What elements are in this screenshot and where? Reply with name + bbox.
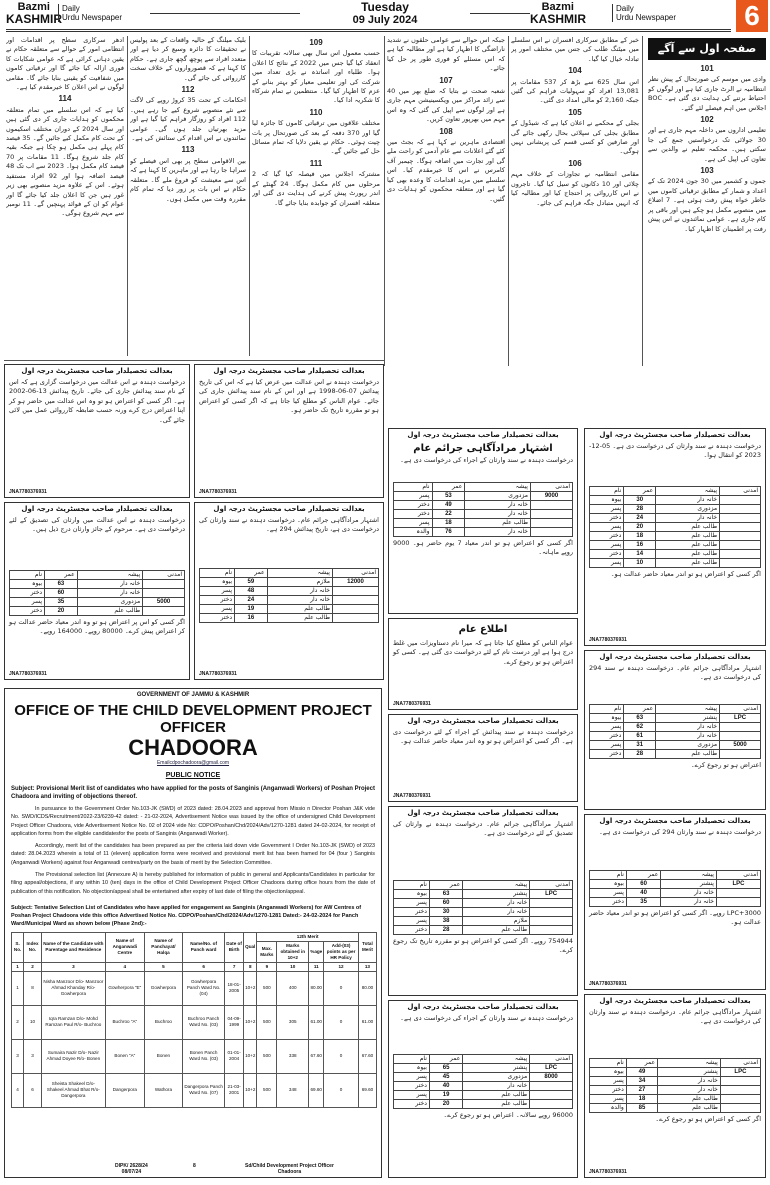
ad-heading: بعدالت تحصیلدار صاحب مجسٹریٹ درجہ اول: [599, 817, 751, 825]
table-row: [12, 971, 377, 1005]
cell: Dangerpora: [105, 1073, 144, 1107]
income-value: LPC: [530, 1064, 573, 1073]
issue-date: [300, 1, 470, 27]
col-header: Marks obtained in 10+2: [277, 941, 309, 962]
cell: 67.60: [358, 1039, 376, 1073]
cell: Gowherpora "E": [105, 971, 144, 1005]
ad-body: اشتہار مرادآگاہی جرائم عام۔ درخواست دہندہ نے وارثان کی تصدیق کے لئے درخواست دی ہے۔: [393, 820, 573, 838]
jna-code: JNA7780376931: [199, 671, 237, 677]
col-header: Max. Marks: [257, 941, 277, 962]
cell: 500: [257, 1039, 277, 1073]
jna-code: JNA7780376931: [393, 701, 431, 707]
issue-day: Tuesday: [361, 0, 409, 14]
cell: Buchroo Panch Ward No. (03): [183, 1005, 225, 1039]
table-row: [12, 1073, 377, 1107]
brand-line2-right: KASHMIR: [530, 12, 586, 26]
notice-para-1: In pursuance to the Government Order No.103-JK (SWD) of 2023 dated: 28.04.2023 and approval from Missio n Director Poshan J&K vide No. SWD/ICDS/Recruitment/2022-23/6239-42 dated: - 21-02-2024, Advertisement Notice was issued by the office of undersigned Child Development Project Officer Chadoora, vide Advertisement Notice No. 02 of 2024 vide No: CDPO/Poshan/Chd/2024/Adv/1270-1281 dated 24-02-2024, for receipt of application forms from the eligible candidatesfor the posts of Sanginis (Anganwadi Worker).: [11, 806, 375, 837]
cell: 0: [324, 1039, 359, 1073]
jna-code: JNA7780376931: [589, 981, 627, 987]
cell: 338: [277, 1039, 309, 1073]
ad-body: 754944 روپے۔ اگر کسی کو اعتراض ہو تو مقررہ تاریخ تک رجوع کرے۔: [393, 937, 573, 955]
item-number: 105: [568, 107, 582, 117]
ad-body: درخواست دہندہ نے اس عدالت میں درخواست گزاری ہے کہ اس کے نام سند پیدائش جاری کی جائے۔ تاریخ پیدائش 13-06-2002 ہے۔ اگر کسی کو اعتراض ہو تو وہ اس عدالت میں حاضر ہو کر اپنا اعتراض درج کرے ورنہ حسب ضابطہ کارروائی عمل میں لائی جائے گی۔: [9, 378, 185, 424]
ad-body: درخواست دہندہ نے سند وارثان 294 کی درخواست دی ہے۔: [598, 828, 761, 836]
notice-government: GOVERNMENT OF JAMMU & KASHMIR: [136, 692, 250, 698]
ad-body: 96000 روپے سالانہ۔ اعتراض ہو تو رجوع کرے۔: [443, 1111, 573, 1119]
cell: 80.00: [309, 971, 324, 1005]
ad-body: اعتراض ہو تو رجوع کرے۔: [690, 761, 761, 769]
heirs-table: آمدنی پیشہ عمر نام LPC پنشنر 63 بیوہ خانہ دار 60 پسر خانہ دار 30 دختر ملازم 38 پسر طالب علم 28 دختر: [393, 880, 573, 935]
income-value: LPC: [720, 1068, 760, 1077]
cell: Wathora: [144, 1073, 182, 1107]
col-header: Name of Anganwadi Centre: [105, 932, 144, 962]
cell: Gowherpora Panch Ward No. (04): [183, 971, 225, 1005]
brand-line1-right: Bazmi: [541, 1, 574, 13]
ad-heading: بعدالت تحصیلدار صاحب مجسٹریٹ درجہ اول: [407, 1003, 559, 1011]
ad-body: اشتہار مرادآگاہی جرائم عام۔ درخواست دہندہ نے سند وارثان کی درخواست دی ہے۔: [589, 1008, 761, 1026]
brand-sub-right: [612, 4, 676, 22]
cell: 6: [24, 1073, 42, 1107]
cell: 80.00: [358, 971, 376, 1005]
page-number: 6: [736, 0, 768, 32]
cell: 500: [257, 1073, 277, 1107]
cell: 8: [24, 971, 42, 1005]
jna-code: JNA7780376931: [589, 637, 627, 643]
jna-code: JNA7780376931: [9, 671, 47, 677]
cell: 305: [277, 1005, 309, 1039]
item-number: 111: [309, 158, 323, 168]
notice-ad-13: [584, 994, 766, 1178]
table-row: [12, 1005, 377, 1039]
item-number: 108: [439, 126, 453, 136]
income-value: LPC: [530, 890, 573, 899]
ad-body: درخواست دہندہ نے اس عدالت میں وارثان کی تصدیق کے لئے درخواست دی ہے۔ مرحوم کے جائز وارثان درج ذیل ہیں۔: [9, 516, 185, 534]
ad-heading: بعدالت تحصیلدار صاحب مجسٹریٹ درجہ اول: [599, 653, 751, 661]
ad-body: درخواست دہندہ نے سند وارثان کے اجراء کی درخواست دی ہے۔: [400, 456, 573, 464]
cell: 01-01-2004: [225, 1039, 244, 1073]
notice-office: OFFICE OF THE CHILD DEVELOPMENT PROJECT OFFICER: [14, 702, 372, 736]
news-column-5: خبر کے مطابق سرکاری افسران نے اس سلسلے میں میٹنگ طلب کی جس میں مختلف امور پر تبادلہ خیال کیا گیا۔ 104 اس سال 625 سے بڑھ کر 537 مقامات پر 13,081 افراد کو سہولیات فراہم کی گئیں جبکہ 2,160 کو مالی امداد دی گئی۔ 105 بجلی کے محکمے نے اعلان کیا ہے کہ شیڈول کے مطابق بجلی کی سپلائی بحال رکھی جائے گی اور صارفین کو کسی قسم کی پریشانی نہیں ہوگی۔ 106 مقامی انتظامیہ نے تجاوزات کے خلاف مہم چلائی اور 10 دکانوں کو سیل کیا گیا۔ تاجروں نے اس کارروائی پر احتجاج کیا اور مطالبہ کیا کہ انہیں متبادل جگہ فراہم کی جائے۔: [511, 36, 639, 207]
cell: 2: [12, 1005, 24, 1039]
heirs-table: آمدنی پیشہ عمر نام 12000 ملازم 59 بیوہ خانہ دار 48 پسر خانہ دار 24 دختر طالب علم 19 پسر طالب علم 16 دختر: [199, 568, 379, 623]
notice-ad-12: [584, 814, 766, 990]
ad-heading: بعدالت تحصیلدار صاحب مجسٹریٹ درجہ اول: [407, 717, 559, 725]
col-header: Name of Panchayat/ Halqa: [144, 932, 182, 962]
col-header: Date of Birth: [225, 932, 244, 962]
cell: 0: [324, 1073, 359, 1107]
notice-para-2: Accordingly, merit list of the candidates has been prepared as per the criteria laid down vide Government I Order No.103-JK (SWD) of 2023 dated: 28.04.2023 wherein a total of 11 (eleven) application forms were received and provisional merit list has been framed for 04 (four ) Sanginis (Anganwadi Workers) against four Anganwadi centres/party on the basis of merit by the Selection Committee.: [11, 843, 375, 866]
income-value: LPC: [716, 880, 760, 889]
masthead: [0, 0, 770, 30]
heirs-table: آمدنی پیشہ عمر نام 9000 مزدوری 53 پسر خانہ دار 49 دختر خانہ دار 22 دختر طالب علم 18 پسر خانہ دار 76 والدہ: [393, 482, 573, 537]
item-number: 109: [309, 38, 323, 47]
ad-headline: اطلاع عام: [458, 624, 508, 635]
ad-body: درخواست دہندہ نے سند وارثان کی درخواست دی ہے۔ 05-12-2023 کو انتقال ہوا۔: [589, 442, 761, 460]
news-column-1: ادھر سرکاری سطح پر اقدامات اور انتظامی امور کے حوالے سے متعلقہ حکام نے یقین دہانی کرائی ہے کہ عوامی شکایات کا فوری ازالہ کیا جائے گا اور ترقیاتی کاموں میں شفافیت کو یقینی بنایا جائے گا۔ مقامی لوگوں نے اس اعلان کا خیرمقدم کیا ہے۔ 114 کیا ہے کہ اس سلسلے میں تمام متعلقہ محکموں کو ہدایات جاری کر دی گئی ہیں اور سال 2024 کے دوران مختلف اسکیموں کے تحت کام مکمل کیے جائیں گے۔ 35 فیصد کام پہلے ہی مکمل ہو چکا ہے جبکہ بقیہ کام جلد شروع ہوگا۔ 11 مقامات پر 70 فیصد کام مکمل ہوا۔ 2023 سے اب تک 48 فیصد اضافہ ہوا اور 92 افراد مستفید ہوئے۔ اس کے علاوہ مزید منصوبے بھی زیر غور ہیں جن کا اعلان جلد کیا جائے گا اور عوام کو ان کے فوائد پہنچیں گے۔ 11 نومبر سے مہم شروع ہوگی۔: [6, 36, 124, 218]
income-value: 5000: [143, 598, 185, 607]
brand-line2: KASHMIR: [6, 12, 62, 26]
section-rule: [4, 360, 384, 361]
cell: 1: [12, 971, 24, 1005]
column-rule: [642, 36, 643, 366]
ad-headline: اشتہار مرادآگاہی جرائم عام: [413, 443, 553, 454]
ad-body: اشتہار مرادآگاہی جرائم عام۔ درخواست دہندہ نے سند 294 کی درخواست دی ہے۔: [589, 664, 761, 682]
income-value: 12000: [332, 578, 378, 587]
cell: 10+2: [244, 1039, 257, 1073]
govt-public-notice: [4, 688, 382, 1178]
notice-ad-7: [388, 714, 578, 802]
cell: 10+2: [244, 971, 257, 1005]
jna-code: JNA7780376931: [199, 489, 237, 495]
item-number: 103: [700, 166, 714, 176]
heirs-table: آمدنی پیشہ عمر نام LPC پنشنر 65 بیوہ 8000 مزدوری 45 پسر خانہ دار 40 دختر طالب علم 19 پسر طالب علم 20 دختر: [393, 1054, 573, 1109]
col-header: S. No.: [12, 932, 24, 962]
cell: 67.60: [309, 1039, 324, 1073]
cell: Bonen Panch Ward No. (03): [183, 1039, 225, 1073]
col-number: 7: [225, 962, 244, 971]
income-value: 5000: [720, 741, 761, 750]
table-row: [12, 1039, 377, 1073]
ad-heading: بعدالت تحصیلدار صاحب مجسٹریٹ درجہ اول: [21, 367, 173, 375]
notice-ad-9: [388, 1000, 578, 1178]
ad-body: اگر کسی کو اعتراض ہو تو اندر معیاد 7 یوم حاضر ہو۔ 9000 روپے ماہانہ۔: [393, 539, 573, 557]
signature-line-2: Chadoora: [277, 1169, 302, 1175]
ad-heading: بعدالت تحصیلدار صاحب مجسٹریٹ درجہ اول: [599, 431, 751, 439]
item-number: 104: [568, 66, 582, 76]
notice-ad-10: [584, 428, 766, 646]
cell: 500: [257, 1005, 277, 1039]
notice-ad-1: [4, 364, 190, 498]
column-rule: [508, 36, 509, 366]
notice-subject-2: Subject: Tentative Selection List of Candidates who have applied for engagement as Sanginis (Anganwadi Workers) for AW Centres of Poshan Project Chadoora vide this office Advertised Notice No. CDPO/Poshan/Chd/2024/Adv/1270-1281 Dated:- 24-02-2024 for Panch Ward/Municipal Ward as shown below (Phase 2nd):-: [11, 904, 362, 927]
notice-ad-4: [194, 502, 384, 680]
issue-date-text: 09 July 2024: [352, 14, 418, 26]
notice-ad-8: [388, 806, 578, 996]
col-number: 5: [144, 962, 182, 971]
news-column-2: بلیک میلنگ کے حالیہ واقعات کے بعد پولیس نے تحقیقات کا دائرہ وسیع کر دیا ہے اور متعدد افراد سے پوچھ گچھ جاری ہے۔ حکام کا کہنا ہے کہ قصورواروں کے خلاف سخت کارروائی کی جائے گی۔ 112 احکامات کے تحت 35 کروڑ روپے کی لاگت سے نئے منصوبے شروع کیے جا رہے ہیں۔ 112 افراد کو روزگار فراہم کیا گیا ہے اور مزید بھرتیاں جلد ہوں گی۔ عوامی نمائندوں نے اس اقدام کی ستائش کی ہے۔ 113 بین الاقوامی سطح پر بھی اس فیصلے کو سراہا جا رہا ہے اور ماہرین کا کہنا ہے کہ اس سے معیشت کو فروغ ملے گا۔ متعلقہ حکام نے اس بات پر زور دیا کہ تمام کام مقررہ وقت میں مکمل ہوں۔: [130, 36, 246, 203]
col-number: 6: [183, 962, 225, 971]
heirs-table: آمدنی پیشہ عمر نام خانہ دار 63 بیوہ خانہ دار 60 دختر 5000 مزدوری 35 پسر طالب علم 20 دختر: [9, 570, 185, 616]
heirs-table: آمدنی پیشہ عمر نام LPC پنشنر 60 بیوہ خانہ دار 40 پسر خانہ دار 35 دختر: [589, 870, 761, 907]
header-rule: [150, 13, 300, 14]
cell: Iqra Ramzan D/o- Mohd Ramzan Paul R/o- Buchroo: [41, 1005, 105, 1039]
sub-line2-right: Urdu Newspaper: [616, 13, 677, 22]
item-number: 107: [439, 75, 453, 85]
notice-ad-6: [388, 618, 578, 710]
heirs-table: آمدنی پیشہ عمر نام خانہ دار 30 بیوہ مزدوری 28 پسر خانہ دار 24 دختر طالب علم 20 پسر طالب علم 18 دختر طالب علم 16 پسر طالب علم 14 دختر طالب علم 10 پسر: [589, 486, 761, 568]
item-number: 101: [700, 64, 714, 73]
ad-body: اگر کسی کو اس پر اعتراض ہو تو وہ اندر معیاد حاضر عدالت ہو کر اعتراض پیش کرے۔ 80000 روپے۔ 164000 روپے۔: [9, 618, 185, 636]
notice-ad-5: [388, 428, 578, 614]
item-number: 112: [181, 85, 195, 95]
notice-para-3: The Provisional selection list (Annexure A) is hereby published for information of public in general and Applicants/Candidates in particular for filing appeal/objections, if any within 10 (ten) days in the office of Child Development Project Officer Chadoora during office hours from the date of publication of this notification. No objection/appeal shall be entertained after expiry of last date of filing the objection/appeal.: [11, 872, 375, 895]
sub-line1: Daily: [62, 4, 80, 13]
cell: Sheista Shakeel D/o- Shakeel Ahmad Bhat R/o- Dangerpora: [41, 1073, 105, 1107]
ad-body: درخواست دہندہ نے اس عدالت میں عرض کیا ہے کہ اس کی تاریخ پیدائش 07-06-1998 ہے اور اس کے نام سند پیدائش جاری کی جائے۔ عوام الناس کو مطلع کیا جاتا ہے کہ اگر کسی کو اعتراض ہو تو مقررہ تاریخ تک حاضر ہو۔: [199, 378, 379, 415]
col-header: Add-(03) points as per HR Policy: [324, 941, 359, 962]
header-double-rule: [6, 29, 731, 32]
sub-line2: Urdu Newspaper: [62, 13, 123, 22]
dipk-number: DIPK/ 2628/24: [115, 1163, 148, 1169]
col-number: 3: [41, 962, 105, 971]
dipk-block: [115, 1163, 148, 1175]
signature-block: [245, 1163, 334, 1175]
cell: Bonen: [144, 1039, 182, 1073]
col-header: Index No.: [24, 932, 42, 962]
notice-ad-11: [584, 650, 766, 810]
col-number: 4: [105, 962, 144, 971]
column-rule: [249, 36, 250, 356]
income-value: LPC: [720, 714, 761, 723]
column-rule: [384, 36, 385, 366]
cell: 3: [24, 1039, 42, 1073]
col-number: 9: [257, 962, 277, 971]
page-mark: 8: [193, 1163, 196, 1169]
col-header: %age: [309, 941, 324, 962]
ad-body: درخواست دہندہ نے سند پیدائش کے اجراء کے لئے درخواست دی ہے۔ اگر کسی کو اعتراض ہو تو وہ اندر معیاد حاضر عدالت ہو۔: [393, 728, 573, 746]
ad-heading: بعدالت تحصیلدار صاحب مجسٹریٹ درجہ اول: [213, 505, 365, 513]
ad-heading: بعدالت تحصیلدار صاحب مجسٹریٹ درجہ اول: [213, 367, 365, 375]
col-number: 10: [277, 962, 309, 971]
cell: 04-09-1999: [225, 1005, 244, 1039]
heirs-table: آمدنی پیشہ عمر نام LPC پنشنر 49 بیوہ خانہ دار 34 پسر خانہ دار 27 دختر طالب علم 18 پسر طالب علم 85 والدہ: [589, 1058, 761, 1113]
signature-line-1: Sd/Child Development Project Officer: [245, 1163, 334, 1169]
news-column-4: جبکہ اس حوالے سے عوامی حلقوں نے شدید ناراضگی کا اظہار کیا ہے اور مطالبہ کیا ہے کہ اس مسئلے کو فوری طور پر حل کیا جائے۔ 107 شعبہ صحت نے بتایا کہ ضلع بھر میں 40 سے زائد مراکز میں ویکسینیشن مہم جاری ہے اور لوگوں سے اپیل کی گئی کہ وہ اس مہم میں بھرپور تعاون کریں۔ 108 اقتصادی ماہرین نے کہا ہے کہ بجٹ میں کئے گئے اعلانات سے عام آدمی کو راحت ملے گی اور تجارت میں اضافہ ہوگا۔ چیمبر آف کامرس نے اس کا خیرمقدم کیا۔ اس سلسلے میں مزید اقدامات کا وعدہ بھی کیا گیا ہے اور متعلقہ محکموں کو ہدایات دی گئیں۔: [387, 36, 505, 203]
col-header: Name/No. of Panch ward: [183, 932, 225, 962]
col-number: 11: [309, 962, 324, 971]
ad-heading: بعدالت تحصیلدار صاحب مجسٹریٹ درجہ اول: [407, 809, 559, 817]
brand-right: [530, 2, 586, 25]
cell: 348: [277, 1073, 309, 1107]
column-rule: [127, 36, 128, 356]
cell: 21-03-2001: [225, 1073, 244, 1107]
ad-body: اگر کسی کو اعتراض ہو تو اندر معیاد حاضر عدالت ہو۔: [610, 570, 761, 578]
cell: 61.00: [309, 1005, 324, 1039]
ad-body: LPC+3000 روپے۔ اگر کسی کو اعتراض ہو تو اندر معیاد حاضر عدالت ہو۔: [589, 909, 761, 927]
notice-subject: Subject: Provisional Merit list of candidates who have applied for the posts of Sanginis (Anganwadi Workers) of Poshan Project Chadoora and inviting of objections thereof.: [11, 786, 375, 800]
col-header: Name of the Candidate with Parentage and Residence: [41, 932, 105, 962]
cell: 400: [277, 971, 309, 1005]
cell: 3: [12, 1039, 24, 1073]
col-number: 8: [244, 962, 257, 971]
dipk-date: 08/07/24: [121, 1169, 142, 1175]
cell: 10+2: [244, 1005, 257, 1039]
col-group-header: 12th Merit: [257, 932, 358, 941]
col-number: 2: [24, 962, 42, 971]
item-number: 113: [181, 145, 195, 155]
col-number: 13: [358, 962, 376, 971]
item-number: 110: [309, 107, 323, 117]
cell: Bonen "A": [105, 1039, 144, 1073]
sub-line1-right: Daily: [616, 4, 634, 13]
item-number: 114: [58, 94, 72, 104]
cell: 500: [257, 971, 277, 1005]
ad-body: عوام الناس کو مطلع کیا جاتا ہے کہ میرا نام دستاویزات میں غلط درج ہوا ہے اور درست نام کے لئے درخواست دی گئی ہے۔ کسی کو اعتراض ہو تو رجوع کرے۔: [393, 639, 573, 666]
continuation-title: صفحہ اول سے آگے: [648, 38, 766, 60]
cell: 10+2: [244, 1073, 257, 1107]
cell: 69.60: [309, 1073, 324, 1107]
jna-code: JNA7780376931: [9, 489, 47, 495]
jna-code: JNA7780376931: [589, 1169, 627, 1175]
cell: 0: [324, 1005, 359, 1039]
ad-heading: بعدالت تحصیلدار صاحب مجسٹریٹ درجہ اول: [599, 997, 751, 1005]
cell: Sumaira Nazir D/o- Nazir Ahmad Doyee R/o- Bonen: [41, 1039, 105, 1073]
header-rule: [470, 13, 530, 14]
cell: Dangerpora Panch Ward No. (07): [183, 1073, 225, 1107]
cell: Nisha Manzoor D/o- Manzoor Ahmad Khanday R/o- Gowherpora: [41, 971, 105, 1005]
cell: 61.00: [358, 1005, 376, 1039]
ad-body: اگر کسی کو اعتراض ہو تو رجوع کرے۔: [655, 1115, 761, 1123]
notice-place: CHADOORA: [128, 735, 258, 760]
brand-line1: Bazmi: [17, 1, 50, 13]
heirs-table: آمدنی پیشہ عمر نام LPC پنشنر 63 بیوہ خانہ دار 62 پسر خانہ دار 61 دختر 5000 مزدوری 31 پسر طالب علم 28 دختر: [589, 704, 761, 759]
income-value: 9000: [530, 492, 572, 501]
cell: Buchroo: [144, 1005, 182, 1039]
cell: Gowherpora: [144, 971, 182, 1005]
notice-ad-2: [194, 364, 384, 498]
cell: 18-01-2005: [225, 971, 244, 1005]
ad-heading: بعدالت تحصیلدار صاحب مجسٹریٹ درجہ اول: [407, 431, 559, 439]
ad-heading: بعدالت تحصیلدار صاحب مجسٹریٹ درجہ اول: [21, 505, 173, 513]
notice-ad-3: [4, 502, 190, 680]
col-header: Qual: [244, 932, 257, 962]
cell: 0: [324, 971, 359, 1005]
item-number: 106: [568, 158, 582, 168]
cell: 69.60: [358, 1073, 376, 1107]
merit-table: [11, 932, 377, 1108]
col-number: 1: [12, 962, 24, 971]
cell: Buchroo "A": [105, 1005, 144, 1039]
income-value: 8000: [530, 1073, 573, 1082]
notice-title: PUBLIC NOTICE: [165, 772, 221, 779]
cell: 10: [24, 1005, 42, 1039]
brand-left: [6, 2, 62, 25]
cell: 4: [12, 1073, 24, 1107]
ad-body: درخواست دہندہ نے سند وارثان کے اجراء کی درخواست دی ہے۔: [400, 1014, 573, 1022]
col-number: 12: [324, 962, 359, 971]
notice-email[interactable]: Emailcdpochadoora@gmail.com: [156, 760, 230, 766]
brand-sub-left: [58, 4, 122, 22]
item-number: 102: [700, 115, 714, 125]
ad-body: اشتہار مرادآگاہی جرائم عام۔ درخواست دہندہ نے سند وارثان کی درخواست دی ہے، تاریخ پیدائش 294 ہے۔: [199, 516, 379, 534]
news-column-3: 109 حسب معمول اس سال بھی سالانہ تقریبات کا انعقاد کیا گیا جس میں 2022 کے نتائج کا اعلان ہوا۔ طلباء اور اساتذہ نے بڑی تعداد میں شرکت کی اور تعلیمی معیار کو بہتر بنانے کے عزم کا اظہار کیا گیا۔ منتظمین نے تمام شرکاء کا شکریہ ادا کیا۔ 110 مختلف علاقوں میں ترقیاتی کاموں کا جائزہ لیا گیا اور 370 دفعہ کے بعد کی صورتحال پر بات چیت ہوئی۔ حکام نے یقین دلایا کہ تمام مسائل حل کیے جائیں گے۔ 111 مشترکہ اجلاس میں فیصلہ کیا گیا کہ 2 مرحلوں میں کام مکمل ہوگا۔ 24 گھنٹے کے اندر رپورٹ پیش کرنے کی ہدایت دی گئی اور متعلقہ افسران کو جوابدہ بنایا جائے گا۔: [252, 38, 380, 207]
news-column-6: 101 وادی میں موسم کی صورتحال کے پیش نظر انتظامیہ نے الرٹ جاری کیا ہے اور لوگوں کو احتیاط برتنے کی ہدایت دی گئی ہے۔ BOC اجلاس میں اہم فیصلے لئے گئے۔ 102 تعلیمی اداروں میں داخلہ مہم جاری ہے اور 30 جولائی تک درخواستیں جمع کی جا سکتی ہیں۔ محکمہ تعلیم نے والدین سے تعاون کی اپیل کی ہے۔ 103 جموں و کشمیر میں 30 جون 2024 تک کے اعداد و شمار کے مطابق ترقیاتی کاموں میں خاطر خواہ پیش رفت ہوئی ہے۔ 7 اضلاع میں منصوبے مکمل ہو چکے ہیں اور باقی پر کام جاری ہے۔ عوامی نمائندوں نے اس پیش رفت پر اطمینان کا اظہار کیا۔: [648, 64, 766, 233]
jna-code: JNA7780376931: [393, 793, 431, 799]
col-header: Total Merit: [358, 932, 376, 962]
